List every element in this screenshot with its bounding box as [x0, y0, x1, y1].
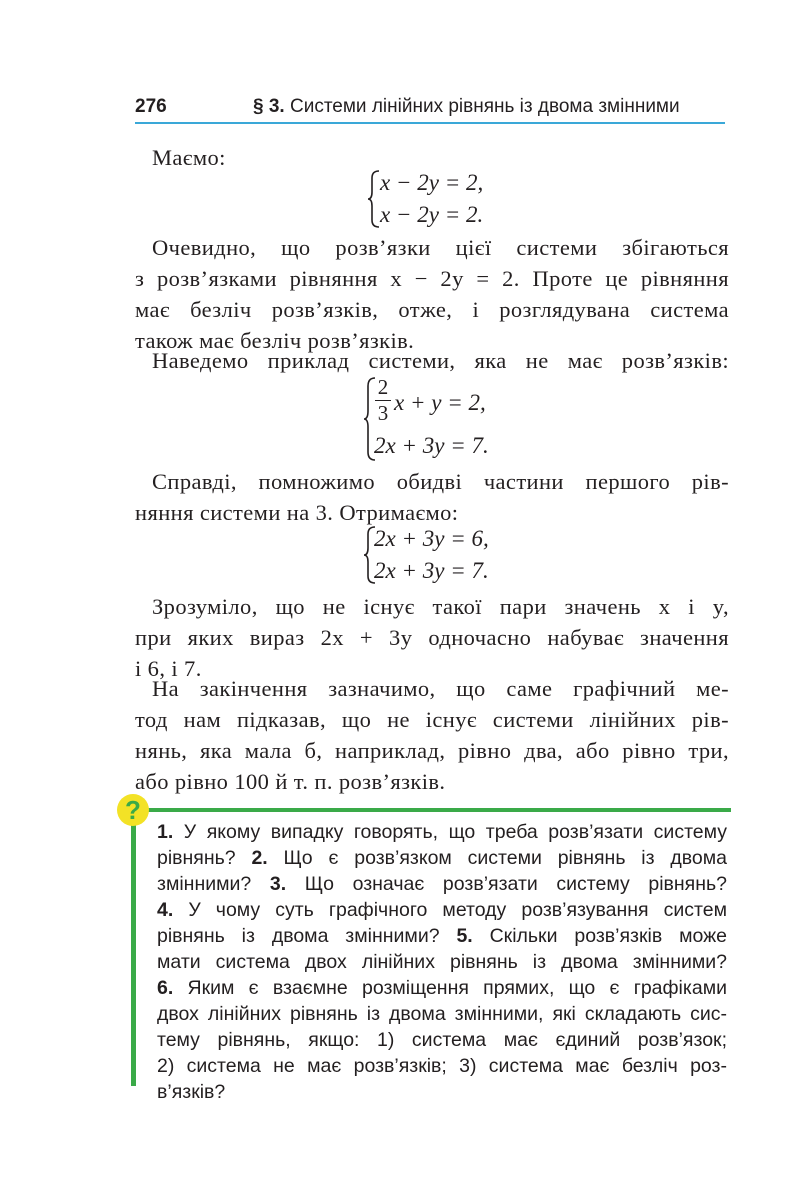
question-line: 1. У якому випадку говорять, що треба розв’язати систему [157, 821, 727, 843]
questions-list [157, 819, 727, 1105]
header-rule [135, 122, 725, 124]
question-line: змінними? 3. Що означає розв’язати систему рівнянь? [157, 873, 728, 895]
fraction-two-thirds [374, 375, 392, 426]
paragraph-3-cont [135, 497, 729, 528]
paragraph-2-line: Наведемо приклад системи, яка не має розв’язків: [152, 348, 729, 373]
paragraph-5-line: нянь, яка мала б, наприклад, рівно два, або рівно три, [135, 738, 729, 763]
question-line: 6. Яким є взаємне розміщення прямих, що є графіками [157, 977, 727, 999]
paragraph-3-line: няння системи на 3. Отримаємо: [135, 500, 459, 525]
paragraph-2 [152, 345, 729, 376]
paragraph-4-line: при яких вираз 2x + 3y одночасно набуває значення [135, 625, 729, 650]
paragraph-1-line: з розв’язками рівняння x − 2y = 2. Проте це рівняння [135, 266, 729, 291]
paragraph-4 [152, 591, 729, 622]
question-line: рівнянь? 2. Що є розв’язком системи рівнянь із двома [157, 847, 727, 869]
system-2-eq-1: x + y = 2, [394, 390, 486, 415]
paragraph-4-line: і 6, і 7. [135, 656, 202, 681]
section-mark: § 3. [253, 96, 285, 117]
lead-text: Маємо: [152, 145, 226, 170]
brace-icon [368, 170, 380, 228]
running-title [253, 96, 680, 118]
question-line: в’язків? [157, 1081, 226, 1103]
question-line: 4. У чому суть графічного методу розв’язування систем [157, 899, 727, 921]
paragraph-1-cont [135, 263, 729, 356]
paragraph-3 [152, 466, 729, 497]
question-line: 2) система не має розв’язків; 3) система має безліч роз- [157, 1055, 727, 1077]
questions-border-top [131, 808, 731, 812]
system-3-eq-1: 2x + 3y = 6, [374, 526, 489, 551]
page-header [135, 96, 725, 124]
paragraph-1-line: також має безліч розв’язків. [135, 328, 415, 353]
paragraph-1-line: має безліч розв’язків, отже, і розглядувана система [135, 297, 729, 322]
fraction-numerator: 2 [377, 375, 389, 399]
system-1-eq-1: x − 2y = 2, [380, 170, 484, 195]
question-line: мати система двох лінійних рівнянь із двома змінними? [157, 951, 727, 973]
system-1-eq-2: x − 2y = 2. [380, 202, 484, 227]
page-number: 276 [135, 96, 167, 117]
section-title: Системи лінійних рівнянь із двома змінними [289, 96, 680, 117]
paragraph-1-line: Очевидно, що розв’язки цієї системи збігаються [152, 235, 729, 260]
paragraph-4-line: Зрозуміло, що не існує такої пари значень x і y, [152, 594, 729, 619]
paragraph-5-cont [135, 704, 729, 797]
paragraph-5-line: або рівно 100 й т. п. розв’язків. [135, 769, 446, 794]
question-line: рівнянь із двома змінними? 5. Скільки розв’язків може [157, 925, 727, 947]
paragraph-1 [152, 232, 729, 263]
question-icon: ? [117, 794, 149, 826]
system-2-eq-2: 2x + 3y = 7. [374, 433, 489, 458]
paragraph-5 [152, 673, 729, 704]
question-line: тему рівнянь, якщо: 1) система має єдиний розв’язок; [157, 1029, 727, 1051]
system-3-eq-2: 2x + 3y = 7. [374, 558, 489, 583]
fraction-denominator: 3 [377, 401, 389, 426]
paragraph-3-line: Справді, помножимо обидві частини першого рів- [152, 469, 729, 494]
paragraph-5-line: тод нам підказав, що не існує системи лінійних рів- [135, 707, 729, 732]
questions-border-left [131, 808, 136, 1086]
paragraph-5-line: На закінчення зазначимо, що саме графічний ме- [152, 676, 729, 701]
question-line: двох лінійних рівнянь із двома змінними, які складають сис- [157, 1003, 727, 1025]
